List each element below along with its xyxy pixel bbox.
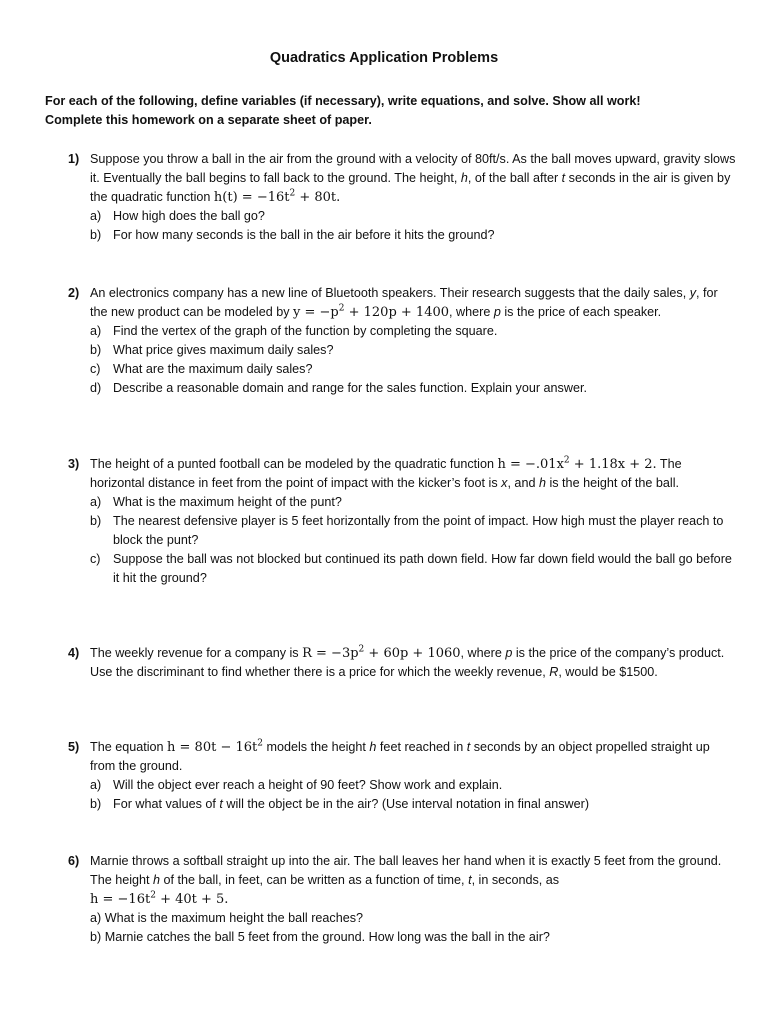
problem-statement	[90, 644, 738, 682]
text: is the height of the ball.	[545, 476, 679, 490]
sub-letter: d)	[90, 381, 102, 395]
equation	[293, 305, 449, 320]
problem-number: 5)	[68, 740, 80, 754]
text: Marnie throws a softball straight up into the air. The ball leaves her hand when it is exactly 5 feet from the ground. The height	[90, 854, 722, 887]
problem-statement	[90, 150, 738, 207]
sub-text: What is the maximum height the ball reaches?	[104, 911, 363, 925]
text: of the ball, in feet, can be written as a function of time,	[160, 873, 469, 887]
sub-text: Marnie catches the ball 5 feet from the ground. How long was the ball in the air?	[104, 930, 550, 944]
problem-body	[90, 644, 738, 682]
text: , in seconds, as	[471, 873, 560, 887]
sub-text: What is the maximum height of the punt?	[113, 495, 342, 509]
sub-letter: a)	[90, 324, 102, 338]
text: An electronics company has a new line of Bluetooth speakers. Their research suggests that the daily sales,	[90, 286, 690, 300]
problem-statement	[90, 284, 738, 322]
text: Suppose you throw a ball in the air from the ground with a velocity of 80ft/s. As the ball moves upward, gravity slows it. Eventually the ball begins to fall back to the ground. The height,	[90, 152, 736, 185]
text: seconds by an object propelled straight up from the ground.	[90, 740, 710, 773]
problem-1	[68, 150, 738, 245]
equation-part: h = −16t	[90, 892, 151, 907]
sub-text: Suppose the ball was not blocked but continued its path down field. How far down field would the ball go before it hit the ground?	[113, 552, 732, 585]
problem-body	[90, 150, 738, 245]
problem-5	[68, 738, 738, 814]
sub-question	[90, 226, 738, 245]
sub-question	[90, 322, 738, 341]
sub-text: How high does the ball go?	[113, 209, 265, 223]
sub-text	[113, 797, 589, 811]
sub-question	[90, 341, 738, 360]
problem-number: 2)	[68, 286, 80, 300]
sub-letter: a)	[90, 209, 102, 223]
sub-letter: a)	[90, 911, 102, 925]
problem-3	[68, 455, 738, 588]
sub-question	[90, 550, 738, 588]
sub-question	[90, 360, 738, 379]
sub-letter: b)	[90, 228, 102, 242]
problem-body	[90, 738, 738, 814]
exponent: 2	[150, 890, 156, 901]
variable: p	[505, 646, 513, 660]
problem-4	[68, 644, 738, 682]
problem-statement	[90, 455, 738, 493]
sub-question	[90, 776, 738, 795]
problem-body	[90, 455, 738, 588]
sub-question	[90, 795, 738, 814]
equation-part: + 120p + 1400	[344, 305, 450, 320]
sub-letter: b)	[90, 343, 102, 357]
sub-letter: b)	[90, 930, 102, 944]
sub-letter: c)	[90, 362, 101, 376]
equation-part: + 40t + 5.	[155, 892, 229, 907]
sub-text: What price gives maximum daily sales?	[113, 343, 334, 357]
text: seconds in the air is given by the quadratic function	[90, 171, 731, 204]
equation-part: + 1.18x + 2.	[569, 457, 657, 472]
sub-question	[90, 512, 738, 550]
problem-6	[68, 852, 738, 947]
text: , where	[460, 646, 506, 660]
sub-question	[90, 379, 738, 398]
variable: x	[501, 476, 508, 490]
sub-letter: c)	[90, 552, 101, 566]
sub-questions	[90, 493, 738, 588]
text: , of the ball after	[467, 171, 562, 185]
equation-part: h = −.01x	[497, 457, 564, 472]
problem-statement	[90, 738, 738, 776]
text: The weekly revenue for a company is	[90, 646, 303, 660]
instructions-line-2: Complete this homework on a separate sheet of paper.	[45, 113, 372, 127]
variable: y	[689, 286, 696, 300]
page-title: Quadratics Application Problems	[269, 50, 499, 66]
text: , would be $1500.	[558, 665, 658, 679]
sub-text: Will the object ever reach a height of 90 feet? Show work and explain.	[113, 778, 503, 792]
equation	[214, 190, 340, 205]
equation	[497, 457, 656, 472]
sub-letter: b)	[90, 797, 102, 811]
text: will the object be in the air? (Use interval notation in final answer)	[222, 797, 590, 811]
sub-questions	[90, 207, 738, 245]
problem-body	[90, 284, 738, 398]
text: models the height	[263, 740, 370, 754]
text: The equation	[90, 740, 168, 754]
instructions-line-1: For each of the following, define variables (if necessary), write equations, and solve. Show all work!	[45, 94, 641, 108]
equation	[90, 890, 738, 909]
variable: h	[538, 476, 546, 490]
text: , for the new product can be modeled by	[90, 286, 718, 319]
problem-body	[90, 852, 738, 947]
sub-questions	[90, 909, 738, 947]
sub-questions	[90, 776, 738, 814]
text: The horizontal distance in feet from the point of impact with the kicker’s foot is	[90, 457, 682, 490]
variable: t	[219, 797, 223, 811]
exponent: 2	[358, 644, 365, 655]
problem-number: 1)	[68, 152, 80, 166]
variable: t	[466, 740, 471, 754]
exponent: 2	[338, 303, 345, 314]
variable: t	[468, 873, 472, 887]
variable: R	[549, 665, 559, 679]
variable: h	[153, 873, 161, 887]
variable: h	[369, 740, 377, 754]
variable: h	[460, 171, 468, 185]
sub-text: Describe a reasonable domain and range for the sales function. Explain your answer.	[113, 381, 587, 395]
text: , where	[449, 305, 494, 319]
exponent: 2	[289, 188, 296, 199]
equation-part: h(t) = −16t	[213, 190, 290, 205]
equation-part: y = −p	[293, 305, 339, 320]
variable: p	[493, 305, 501, 319]
equation-part: + 80t.	[295, 190, 341, 205]
sub-question	[90, 207, 738, 226]
equation	[302, 646, 460, 661]
sub-letter: a)	[90, 495, 102, 509]
equation-part: R = −3p	[302, 646, 359, 661]
sub-text: For how many seconds is the ball in the air before it hits the ground?	[113, 228, 495, 242]
text: feet reached in	[376, 740, 467, 754]
text: is the price of the company’s product. Use the discriminant to find whether there is a price for which the weekly revenue,	[90, 646, 725, 679]
text: is the price of each speaker.	[500, 305, 662, 319]
equation-part: h = 80t − 16t	[167, 740, 258, 755]
problem-statement	[90, 852, 738, 890]
problem-2	[68, 284, 738, 398]
sub-question	[90, 909, 738, 928]
sub-letter: a)	[90, 778, 102, 792]
equation	[167, 740, 263, 755]
sub-question	[90, 493, 738, 512]
variable: t	[561, 171, 566, 185]
exponent: 2	[563, 455, 570, 466]
sub-text: What are the maximum daily sales?	[113, 362, 313, 376]
sub-question	[90, 928, 738, 947]
exponent: 2	[257, 738, 263, 749]
equation-part: + 60p + 1060	[364, 646, 461, 661]
instructions	[45, 92, 735, 130]
sub-letter: b)	[90, 514, 102, 528]
text: The height of a punted football can be modeled by the quadratic function	[90, 457, 498, 471]
sub-text: Find the vertex of the graph of the function by completing the square.	[113, 324, 498, 338]
text: For what values of	[113, 797, 220, 811]
sub-questions	[90, 322, 738, 398]
sub-text: The nearest defensive player is 5 feet horizontally from the point of impact. How high must the player reach to block the punt?	[113, 514, 724, 547]
problem-number: 4)	[68, 646, 80, 660]
problem-number: 3)	[68, 457, 80, 471]
text: , and	[507, 476, 539, 490]
problem-number: 6)	[68, 854, 80, 868]
